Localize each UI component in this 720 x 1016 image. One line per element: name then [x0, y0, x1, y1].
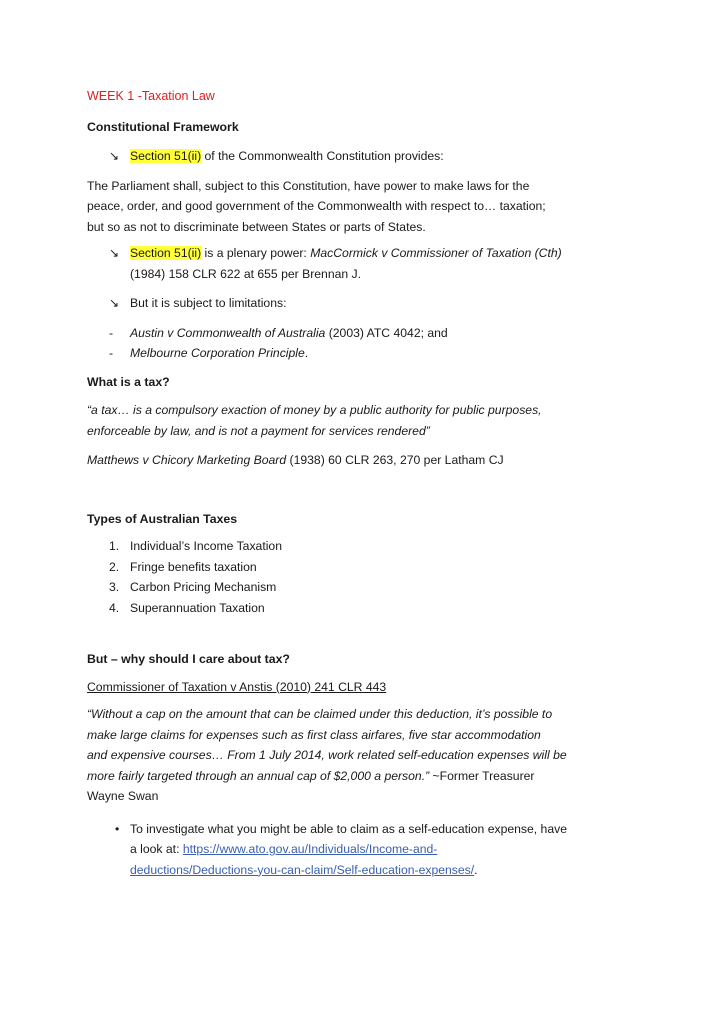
quote-line: “Without a cap on the amount that can be claimed under this deduction, it’s possible to	[87, 707, 553, 721]
quote-attribution: Wayne Swan	[87, 789, 159, 803]
arrow-bullet-icon: ↘	[109, 296, 120, 310]
list-item	[87, 557, 647, 578]
bullet-text: of the Commonwealth Constitution provides:	[201, 149, 444, 163]
arrow-bullet-icon: ↘	[109, 246, 120, 260]
case-name: MacCormick v Commissioner of Taxation (Cth)	[310, 246, 562, 260]
list-item-label: Fringe benefits taxation	[130, 559, 257, 574]
bullet-text	[130, 839, 647, 860]
list-item-label: Superannuation Taxation	[130, 600, 265, 615]
bullet-plenary	[87, 243, 647, 284]
bullet-section51	[87, 146, 647, 167]
bullet-limitations	[87, 293, 647, 314]
case-name: Melbourne Corporation Principle	[130, 346, 305, 360]
quote-line: make large claims for expenses such as first class airfares, five star accommodation	[87, 727, 541, 742]
tax-definition-source	[87, 450, 647, 471]
quote-line: “a tax… is a compulsory exaction of money by a public authority for public purposes,	[87, 403, 542, 417]
ato-link[interactable]: https://www.ato.gov.au/Individuals/Income-and-	[182, 842, 438, 856]
list-item	[87, 577, 647, 598]
quote-line: but so as not to discriminate between States or parts of States.	[87, 219, 426, 234]
highlight-section51: Section 51(ii)	[130, 246, 202, 260]
list-item-label: Individual’s Income Taxation	[130, 539, 282, 553]
dash-item-austin	[87, 323, 647, 344]
quote-line: and expensive courses… From 1 July 2014, work related self-education expenses will be	[87, 748, 567, 762]
section-heading-types: Types of Australian Taxes	[87, 511, 238, 526]
quote-line	[87, 766, 647, 787]
bullet-text: To investigate what you might be able to claim as a self-education expense, have	[130, 821, 567, 836]
case-name: Austin v Commonwealth of Australia	[130, 325, 326, 340]
tax-definition-quote	[87, 400, 647, 441]
quote-line: peace, order, and good government of the Commonwealth with respect to… taxation;	[87, 199, 546, 213]
highlight-section51: Section 51(ii)	[130, 149, 202, 163]
dash-marker: -	[109, 325, 114, 340]
case-citation: (1938) 60 CLR 263, 270 per Latham CJ	[286, 453, 504, 467]
section-heading-constitutional: Constitutional Framework	[87, 119, 239, 134]
bullet-text: a look at:	[130, 842, 183, 856]
quote-text: more fairly targeted through an annual cap of $2,000 a person.”	[87, 768, 430, 783]
case-heading-anstis: Commissioner of Taxation v Anstis (2010) 241 CLR 443	[87, 679, 387, 694]
ato-link-continued[interactable]: deductions/Deductions-you-can-claim/Self-education-expenses/	[130, 862, 475, 877]
punct: .	[304, 346, 309, 360]
section-heading-whatis: What is a tax?	[87, 374, 170, 389]
list-number: 2.	[109, 559, 120, 574]
arrow-bullet-icon: ↘	[109, 149, 120, 163]
list-number: 1.	[109, 539, 120, 553]
section-heading-why: But – why should I care about tax?	[87, 652, 290, 666]
case-name: Matthews v Chicory Marketing Board	[87, 453, 287, 467]
list-item-label: Carbon Pricing Mechanism	[130, 580, 277, 594]
page-title: WEEK 1 -Taxation Law	[87, 89, 215, 103]
case-citation: (1984) 158 CLR 622 at 655 per Brennan J.	[130, 266, 362, 281]
quote-line: The Parliament shall, subject to this Constitution, have power to make laws for the	[87, 178, 530, 193]
quote-attribution: ~Former Treasurer	[429, 768, 535, 783]
document-body	[87, 86, 647, 880]
constitution-quote	[87, 176, 647, 238]
quote-line: enforceable by law, and is not a payment for services rendered”	[87, 423, 430, 438]
list-item	[87, 598, 647, 619]
punct: .	[474, 862, 478, 877]
swan-quote	[87, 704, 647, 807]
list-number: 3.	[109, 580, 120, 594]
bullet-text: is a plenary power:	[201, 246, 311, 260]
case-citation: (2003) ATC 4042; and	[325, 325, 448, 340]
list-number: 4.	[109, 600, 120, 615]
list-item	[87, 536, 647, 557]
dash-item-melbourne	[87, 343, 647, 364]
bullet-dot: •	[115, 821, 120, 836]
dash-marker: -	[109, 346, 114, 360]
bullet-text	[130, 860, 647, 881]
types-list	[87, 536, 647, 618]
bullet-text: But it is subject to limitations:	[130, 296, 287, 310]
bullet-self-education	[87, 819, 647, 881]
